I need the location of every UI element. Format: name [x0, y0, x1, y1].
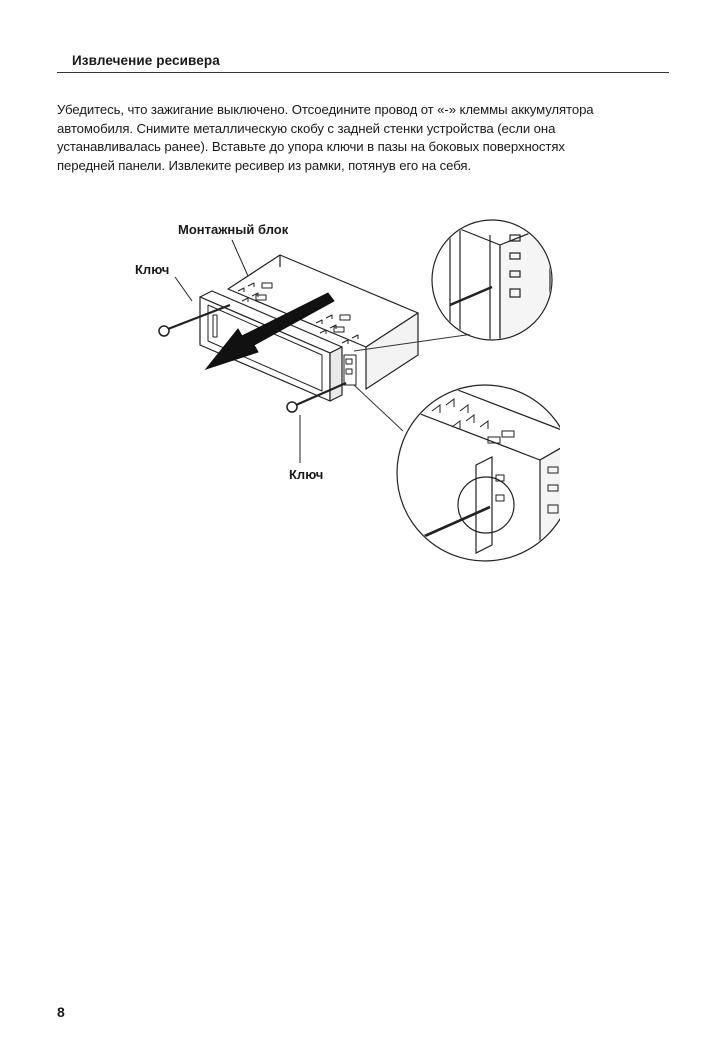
instruction-line: автомобиля. Снимите металлическую скобу с задней стенки устройства (если она [57, 120, 556, 136]
left-key-ring [159, 326, 169, 336]
receiver-removal-drawing [120, 205, 560, 580]
page-number: 8 [57, 1004, 65, 1020]
zoom-detail-bottom [397, 385, 560, 565]
instruction-paragraph [57, 101, 669, 175]
removal-illustration [120, 205, 560, 580]
section-title: Извлечение ресивера [72, 53, 220, 68]
zoom-detail-top [432, 220, 552, 345]
key-label-left: Ключ [135, 262, 170, 277]
mounting-block-label: Монтажный блок [178, 222, 289, 237]
instruction-line: устанавливалась ранее). Вставьте до упора ключи в пазы на боковых поверхностях [57, 139, 565, 155]
key-left-leader [175, 277, 192, 301]
bottom-key-ring [287, 402, 297, 412]
instruction-line: Убедитесь, что зажигание выключено. Отсоедините провод от «-» клеммы аккумулятора [57, 102, 594, 117]
zoom-connector-bottom [354, 385, 403, 431]
instruction-line: передней панели. Извлеките ресивер из рамки, потянув его на себя. [57, 157, 472, 173]
title-divider [57, 72, 669, 73]
key-label-bottom: Ключ [289, 467, 324, 482]
